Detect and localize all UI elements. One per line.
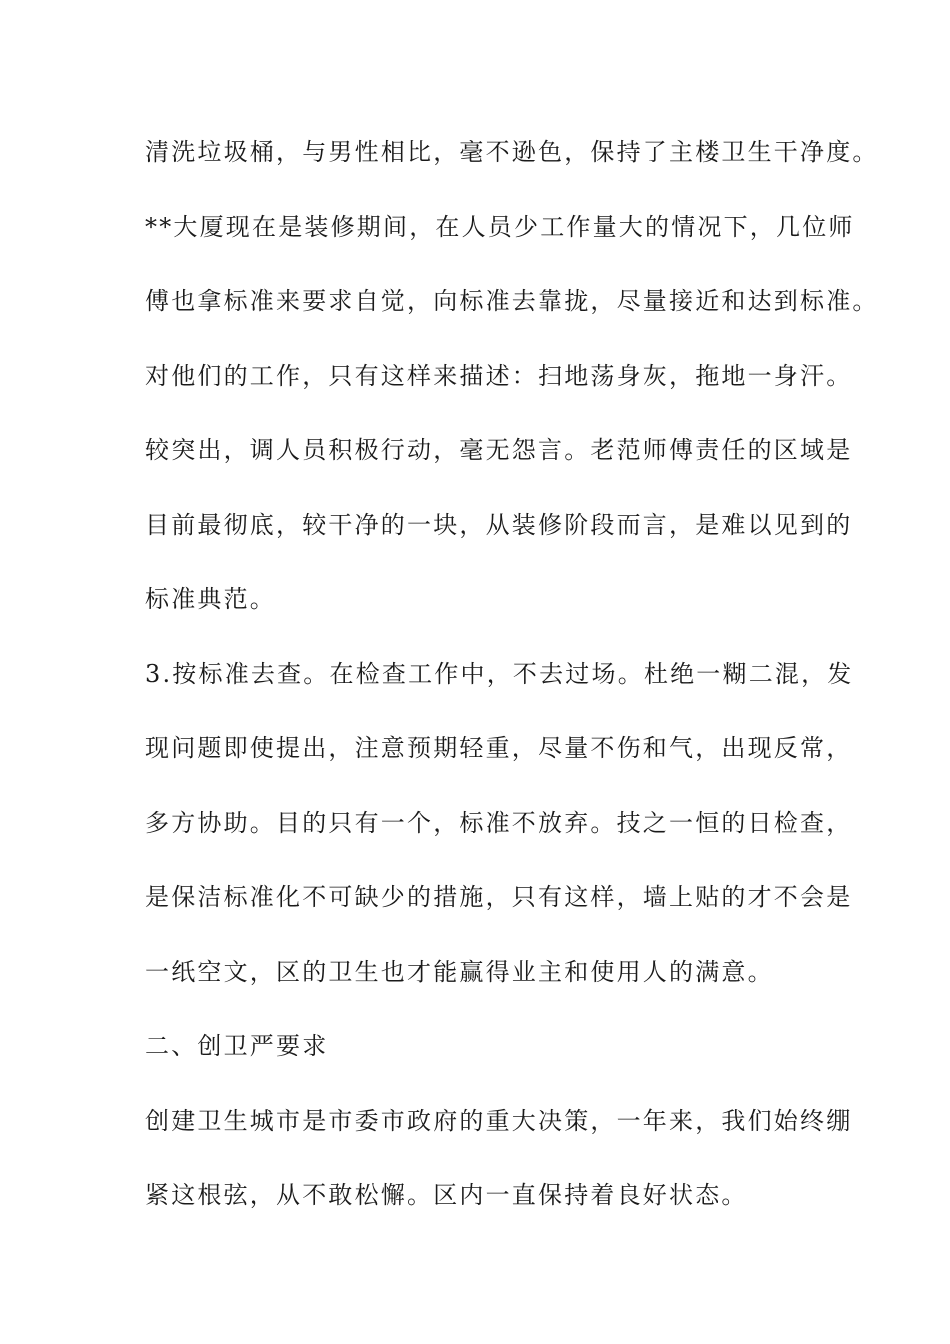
text-line: 3.按标准去查。在检查工作中，不去过场。杜绝一糊二混，发	[145, 659, 854, 688]
text-line: 紧这根弦，从不敢松懈。区内一直保持着良好状态。	[145, 1181, 748, 1209]
text-line: 现问题即使提出，注意预期轻重，尽量不伤和气，出现反常，	[145, 734, 853, 762]
text-line: 创建卫生城市是市委市政府的重大决策，一年来，我们始终绷	[145, 1106, 853, 1135]
text-line: 是保洁标准化不可缺少的措施，只有这样，墙上贴的才不会是	[145, 883, 853, 911]
text-line: 对他们的工作，只有这样来描述：扫地荡身灰，拖地一身汗。	[145, 361, 853, 390]
document-body	[145, 132, 879, 1250]
text-line: 傅也拿标准来要求自觉，向标准去靠拢，尽量接近和达到标准。	[145, 287, 879, 315]
text-line: 一纸空文，区的卫生也才能赢得业主和使用人的满意。	[145, 957, 774, 986]
section-heading: 二、创卫严要求	[145, 1032, 329, 1060]
text-line: 清洗垃圾桶，与男性相比，毫不逊色，保持了主楼卫生干净度。	[145, 138, 879, 166]
text-line: 标准典范。	[145, 585, 276, 613]
text-line: **大厦现在是装修期间，在人员少工作量大的情况下，几位师	[145, 212, 855, 241]
text-line: 较突出，调人员积极行动，毫无怨言。老范师傅责任的区域是	[145, 436, 853, 464]
text-line: 多方协助。目的只有一个，标准不放弃。技之一恒的日检查，	[145, 808, 853, 837]
text-line: 目前最彻底，较干净的一块，从装修阶段而言，是难以见到的	[145, 510, 853, 539]
